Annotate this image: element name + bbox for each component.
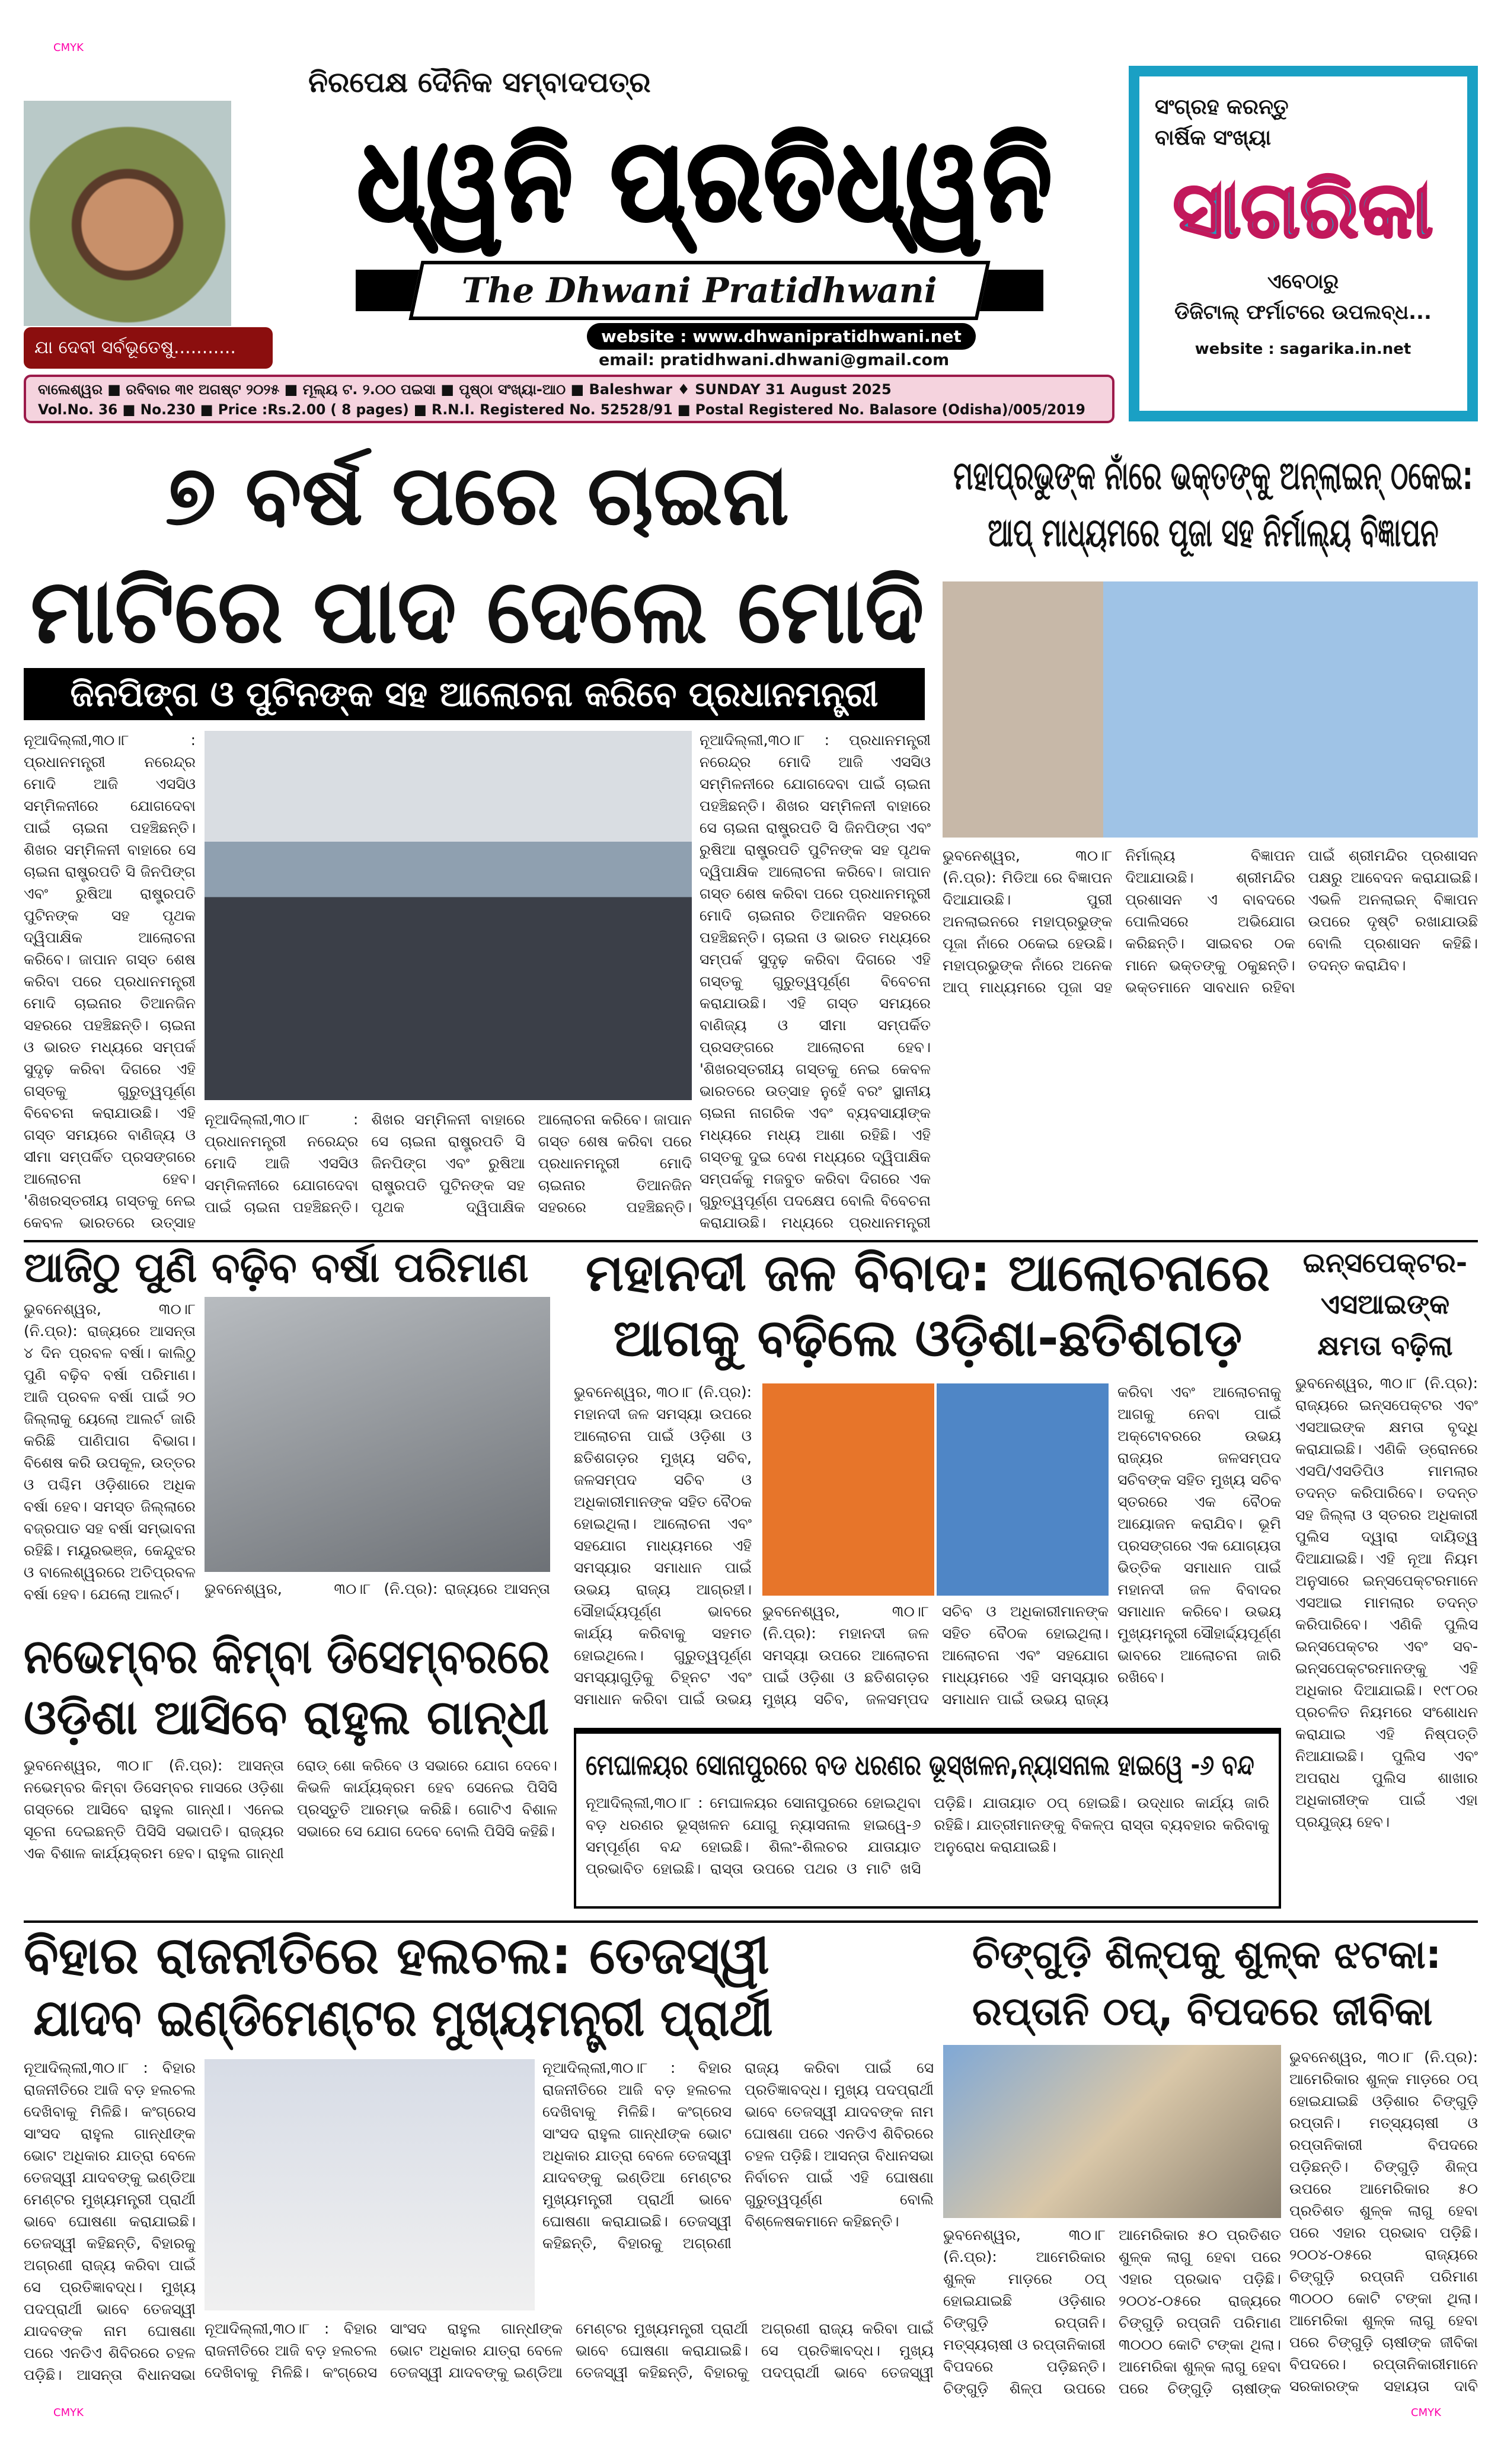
website-link[interactable]: website : www.dhwanipratidhwani.net xyxy=(587,323,976,350)
rahul-headline-2: ଓଡ଼ିଶା ଆସିବେ ରାହୁଲ ଗାନ୍ଧୀ xyxy=(24,1690,550,1745)
bihar-body-bottom: ନୂଆଦିଲ୍ଲୀ,୩୦।୮ : ବିହାର ରାଜନୀତିରେ ଆଜି ବଡ଼ ହଲଚଲ ଦେଖିବାକୁ ମିଳିଛି। କଂଗ୍ରେସ ସାଂସଦ ରାହୁଲ ଗାନ୍ଧୀଙ୍କ ଭୋଟ ଅଧିକାର ଯାତ୍ରା ବେଳେ ତେଜସ୍ୱୀ ଯାଦବଙ୍କୁ ଇଣ୍ଡିଆ ମେଣ୍ଟର ମୁଖ୍ୟମନ୍ତ୍ରୀ ପ୍ରାର୍ଥୀ ଭାବେ ଘୋଷଣା କରାଯାଇଛି। ତେଜସ୍ୱୀ କହିଛନ୍ତି, ବିହାରକୁ ଅଗ୍ରଣୀ ରାଜ୍ୟ କରିବା ପାଇଁ ସେ ପ୍ରତିଜ୍ଞାବଦ୍ଧ। ମୁଖ୍ୟ ପଦପ୍ରାର୍ଥୀ ଭାବେ ତେଜସ୍ୱୀ xyxy=(205,2320,934,2381)
inspector-body: ଭୁବନେଶ୍ୱର, ୩୦।୮ (ନି.ପ୍ର): ରାଜ୍ୟରେ ଇନ୍ସପେକ୍ଟର ଏବଂ ଏସଆଇଙ୍କ କ୍ଷମତା ବୃଦ୍ଧି କରାଯାଇଛି। ଏଣିକି ଡ୍ରୋନରେ ଏସପି/ଏସଡିପିଓ ମାମଲାର ତଦନ୍ତ କରିପାରିବେ। ତଦନ୍ତ ସହ ଜିଲ୍ଲା ଓ ସ୍ତରର ଅଧିକାରୀ ପୁଲିସ ଦ୍ୱାରା ଦାୟିତ୍ୱ ଦିଆଯାଇଛି। ଏହି ନୂଆ ନିୟମ ଅନୁସାରେ ଇନ୍ସପେକ୍ଟରମାନେ ଏସଆଇ ମାମଲାର ତଦନ୍ତ କରିପାରିବେ। ଏଣିକି ପୁଲିସ ଇନ୍ସପେକ୍ଟର ଏବଂ ସବ-ଇନ୍ସପେକ୍ଟରମାନଙ୍କୁ ଏହି ଅଧିକାର ଦିଆଯାଇଛି। ୧୯୮୦ର ପ୍ରଚଳିତ ନିୟମରେ ସଂଶୋଧନ କରାଯାଇ ଏହି ନିଷ୍ପତ୍ତି ନିଆଯାଇଛି। ପୁଲିସ ଏବଂ ଅପରାଧ ପୁଲିସ ଶାଖାର ଅଧିକାରୀଙ୍କ ପାଇଁ ଏହା ପ୍ରଯୁଜ୍ୟ ହେବ। xyxy=(1295,1375,1478,1830)
shrimp-body-right: ଭୁବନେଶ୍ୱର, ୩୦।୮ (ନି.ପ୍ର): ଆମେରିକାର ଶୁଳ୍କ ମାଡ଼ରେ ଠପ୍ ହୋଇଯାଇଛି ଓଡ଼ିଶାର ଚିଙ୍ଗୁଡ଼ି ରପ୍ତାନି। ମତ୍ସ୍ୟଚାଷୀ ଓ ରପ୍ତାନିକାରୀ ବିପଦରେ ପଡ଼ିଛନ୍ତି। ଚିଙ୍ଗୁଡ଼ି ଶିଳ୍ପ ଉପରେ ଆମେରିକାର ୫୦ ପ୍ରତିଶତ ଶୁଳ୍କ ଲାଗୁ ହେବା ପରେ ଏହାର ପ୍ରଭାବ ପଡ଼ିଛି। ୨୦୦୪-୦୫ରେ ରାଜ୍ୟରେ ଚିଙ୍ଗୁଡ଼ି ରପ୍ତାନି ପରିମାଣ ୩୦୦୦ କୋଟି ଟଙ୍କା ଥିଲା। ଆମେରିକା ଶୁଳ୍କ ଲାଗୁ ହେବା ପରେ ଚିଙ୍ଗୁଡ଼ି ଚାଷୀଙ୍କ ଜୀବିକା ବିପଦରେ। ରପ୍ତାନିକାରୀମାନେ ସରକାରଙ୍କ ସହାୟତା ଦାବି xyxy=(1289,2048,1478,2395)
ad-website[interactable]: website : sagarika.in.net xyxy=(1195,340,1411,358)
ad-line4: ଡିଜିଟାଲ୍ ଫର୍ମାଟରେ ଉପଲବ୍ଧ... xyxy=(1174,301,1432,324)
english-title: The Dhwani Pratidhwani xyxy=(462,270,937,311)
masthead-title: ଧ୍ୱନି ପ୍ରତିଧ୍ୱନି xyxy=(357,115,1053,246)
chhattisgarh-cm-photo xyxy=(937,1383,1109,1596)
shrimp-body-bottom: ଭୁବନେଶ୍ୱର, ୩୦।୮ (ନି.ପ୍ର): ଆମେରିକାର ଶୁଳ୍କ ମାଡ଼ରେ ଠପ୍ ହୋଇଯାଇଛି ଓଡ଼ିଶାର ଚିଙ୍ଗୁଡ଼ି ରପ୍ତାନି। ମତ୍ସ୍ୟଚାଷୀ ଓ ରପ୍ତାନିକାରୀ ବିପଦରେ ପଡ଼ିଛନ୍ତି। ଚିଙ୍ଗୁଡ଼ି ଶିଳ୍ପ ଉପରେ ଆମେରିକାର ୫୦ ପ୍ରତିଶତ ଶୁଳ୍କ ଲାଗୁ ହେବା ପରେ ଏହାର ପ୍ରଭାବ ପଡ଼ିଛି। ୨୦୦୪-୦୫ରେ ରାଜ୍ୟରେ ଚିଙ୍ଗୁଡ଼ି ରପ୍ତାନି ପରିମାଣ ୩୦୦୦ କୋଟି ଟଙ୍କା ଥିଲା। ଆମେରିକା ଶୁଳ୍କ ଲାଗୁ ହେବା ପରେ ଚିଙ୍ଗୁଡ଼ି ଚାଷୀଙ୍କ xyxy=(943,2226,1281,2397)
meghalaya-box xyxy=(574,1728,1281,1909)
mahanadi-body-middle: ଭୁବନେଶ୍ୱର, ୩୦।୮ (ନି.ପ୍ର): ମହାନଦୀ ଜଳ ସମସ୍ୟା ଉପରେ ଆଲୋଚନା ପାଇଁ ଓଡ଼ିଶା ଓ ଛତିଶଗଡ଼ର ମୁଖ୍ୟ ସଚିବ, ଜଳସମ୍ପଦ ସଚିବ ଓ ଅଧିକାରୀମାନଙ୍କ ସହିତ ବୈଠକ ହୋଇଥିଲା। ଆଲୋଚନା ଏବଂ ସହଯୋଗ ମାଧ୍ୟମରେ ଏହି ସମସ୍ୟାର ସମାଧାନ ପାଇଁ ଉଭୟ ରାଜ୍ୟ xyxy=(762,1603,1109,1708)
sagarika-ad xyxy=(1129,66,1478,421)
meghalaya-headline: ମେଘାଳୟର ସୋନାପୁରରେ ବଡ ଧରଣର ଭୂସ୍ଖଳନ,ନ୍ୟାସନାଲ ହାଇୱେ -୬ ବନ୍ଦ xyxy=(586,1749,1254,1782)
edition-info-bar xyxy=(24,375,1114,423)
bihar-headline-1: ବିହାର ରାଜନୀତିରେ ହଲଚଲ: ତେଜସ୍ୱୀ xyxy=(24,1926,769,1986)
mahanadi-body-right: କରିବା ଏବଂ ଆଲୋଚନାକୁ ଆଗକୁ ନେବା ପାଇଁ ଅକ୍ଟୋବରରେ ଉଭୟ ରାଜ୍ୟର ଜଳସମ୍ପଦ ସଚିବଙ୍କ ସହିତ ମୁଖ୍ୟ ସଚିବ ସ୍ତରରେ ଏକ ବୈଠକ ଆୟୋଜନ କରାଯିବ। ଭୂମି ପ୍ରସଙ୍ଗରେ ଏକ ଯୋଗ୍ୟତା ଭିତ୍ତିକ ସମାଧାନ ପାଇଁ ମହାନଦୀ ଜଳ ବିବାଦର ସମାଧାନ କରିବେ। ଉଭୟ ମୁଖ୍ୟମନ୍ତ୍ରୀ ସୌହାର୍ଦ୍ଦ୍ୟପୂର୍ଣ୍ଣ ଭାବରେ ଆଲୋଚନା ଜାରି ରଖିବେ। xyxy=(1117,1383,1281,1686)
bihar-body-right: ନୂଆଦିଲ୍ଲୀ,୩୦।୮ : ବିହାର ରାଜନୀତିରେ ଆଜି ବଡ଼ ହଲଚଲ ଦେଖିବାକୁ ମିଳିଛି। କଂଗ୍ରେସ ସାଂସଦ ରାହୁଲ ଗାନ୍ଧୀଙ୍କ ଭୋଟ ଅଧିକାର ଯାତ୍ରା ବେଳେ ତେଜସ୍ୱୀ ଯାଦବଙ୍କୁ ଇଣ୍ଡିଆ ମେଣ୍ଟର ମୁଖ୍ୟମନ୍ତ୍ରୀ ପ୍ରାର୍ଥୀ ଭାବେ ଘୋଷଣା କରାଯାଇଛି। ତେଜସ୍ୱୀ କହିଛନ୍ତି, ବିହାରକୁ ଅଗ୍ରଣୀ ରାଜ୍ୟ କରିବା ପାଇଁ ସେ ପ୍ରତିଜ୍ଞାବଦ୍ଧ। ମୁଖ୍ୟ ପଦପ୍ରାର୍ଥୀ ଭାବେ ତେଜସ୍ୱୀ ଯାଦବଙ୍କ ନାମ ଘୋଷଣା ପରେ ଏନଡିଏ ଶିବିରରେ ଚହଳ ପଡ଼ିଛି। ଆସନ୍ତା ବିଧାନସଭା ନିର୍ବାଚନ ପାଇଁ ଏହି ଘୋଷଣା ଗୁରୁତ୍ୱପୂର୍ଣ୍ଣ ବୋଲି ବିଶ୍ଳେଷକମାନେ କହିଛନ୍ତି। xyxy=(542,2059,934,2252)
email-link[interactable]: email: pratidhwani.dhwani@gmail.com xyxy=(599,351,950,369)
modi-subheadline: ଜିନପିଙ୍ଗ ଓ ପୁଟିନଙ୍କ ସହ ଆଲୋଚନା କରିବେ ପ୍ରଧାନମନ୍ତ୍ରୀ xyxy=(70,674,879,714)
ad-line3: ଏବେଠାରୁ xyxy=(1267,270,1339,293)
print-mark: CMYK xyxy=(53,2407,84,2419)
modi-body-bottom: ନୂଆଦିଲ୍ଲୀ,୩୦।୮ : ପ୍ରଧାନମନ୍ତ୍ରୀ ନରେନ୍ଦ୍ର ମୋଦି ଆଜି ଏସସିଓ ସମ୍ମିଳନୀରେ ଯୋଗଦେବା ପାଇଁ ଚାଇନା ପହଞ୍ଚିଛନ୍ତି। ଶିଖର ସମ୍ମିଳନୀ ବାହାରେ ସେ ଚାଇନା ରାଷ୍ଟ୍ରପତି ସି ଜିନପିଙ୍ଗ ଏବଂ ରୁଷିଆ ରାଷ୍ଟ୍ରପତି ପୁଟିନଙ୍କ ସହ ପୃଥକ ଦ୍ୱିପାକ୍ଷିକ ଆଲୋଚନା କରିବେ। ଜାପାନ ଗସ୍ତ ଶେଷ କରିବା ପରେ ପ୍ରଧାନମନ୍ତ୍ରୀ ମୋଦି ଚାଇନାର ତିଆନଜିନ ସହରରେ ପହଞ୍ଚିଛନ୍ତି। xyxy=(205,1111,692,1216)
modi-subheadline-bar xyxy=(24,668,925,720)
modi-china-photo xyxy=(205,731,692,1100)
rain-body: ଭୁବନେଶ୍ୱର, ୩୦।୮ (ନି.ପ୍ର): ରାଜ୍ୟରେ ଆସନ୍ତା ୪ ଦିନ ପ୍ରବଳ ବର୍ଷା। କାଲିଠୁ ପୁଣି ବଢ଼ିବ ବର୍ଷା ପରିମାଣ। ଆଜି ପ୍ରବଳ ବର୍ଷା ପାଇଁ ୨୦ ଜିଲ୍ଲାକୁ ୟେଲୋ ଆଲର୍ଟ ଜାରି କରିଛି ପାଣିପାଗ ବିଭାଗ। ବିଶେଷ କରି ଉପକୂଳ, ଉତ୍ତର ଓ ପଶ୍ଚିମ ଓଡ଼ିଶାରେ ଅଧିକ ବର୍ଷା ହେବ। ସମସ୍ତ ଜିଲ୍ଲାରେ ବଜ୍ରପାତ ସହ ବର୍ଷା ସମ୍ଭାବନା ରହିଛି। ମୟୂରଭଞ୍ଜ, କେନ୍ଦୁଝର ଓ ବାଲେଶ୍ୱରରେ ଅତିପ୍ରବଳ ବର୍ଷା ହେବ। ଯେଲୋ ଆଲର୍ଟ। xyxy=(24,1300,196,1603)
shrimp-processing-photo xyxy=(943,2045,1281,2218)
ad-line1: ସଂଗ୍ରହ କରନ୍ତୁ xyxy=(1155,95,1289,119)
modi-headline-1: ୭ ବର୍ଷ ପରେ ଚାଇନା xyxy=(165,448,790,544)
bihar-headline-2: ଯାଦବ ଇଣ୍ଡିମେଣ୍ଟର ମୁଖ୍ୟମନ୍ତ୍ରୀ ପ୍ରାର୍ଥୀ xyxy=(33,1989,773,2048)
jagannath-body: ଭୁବନେଶ୍ୱର, ୩୦।୮ (ନି.ପ୍ର): ମିଡିଆ ରେ ବିଜ୍ଞାପନ ଦିଆଯାଉଛି। ପୁରୀ ଅନଲାଇନରେ ମହାପ୍ରଭୁଙ୍କ ପୂଜା ନାଁରେ ଠକେଇ ହେଉଛି। ମହାପ୍ରଭୁଙ୍କ ନାଁରେ ଅନେକ ଆପ୍ ମାଧ୍ୟମରେ ପୂଜା ସହ ନିର୍ମାଲ୍ୟ ବିଜ୍ଞାପନ ଦିଆଯାଉଛି। ଶ୍ରୀମନ୍ଦିର ପ୍ରଶାସନ ଏ ବାବଦରେ ପୋଲିସରେ ଅଭିଯୋଗ କରିଛନ୍ତି। ସାଇବର ଠକ ମାନେ ଭକ୍ତଙ୍କୁ ଠକୁଛନ୍ତି। ଭକ୍ତମାନେ ସାବଧାନ ରହିବା ପାଇଁ ଶ୍ରୀମନ୍ଦିର ପ୍ରଶାସନ ପକ୍ଷରୁ ଆବେଦନ କରାଯାଇଛି। ଏଭଳି ଅନଲାଇନ୍ ବିଜ୍ଞାପନ ଉପରେ ଦୃଷ୍ଟି ରଖାଯାଉଛି ବୋଲି ପ୍ରଶାସନ କହିଛି। ତଦନ୍ତ କରାଯିବ। xyxy=(943,847,1478,996)
rain-headline: ଆଜିଠୁ ପୁଣି ବଢ଼ିବ ବର୍ଷା ପରିମାଣ xyxy=(24,1243,529,1292)
goddess-image xyxy=(24,101,231,326)
shrimp-headline: ଚିଙ୍ଗୁଡ଼ି ଶିଳ୍ପକୁ ଶୁଳ୍କ ଝଟକା: ରପ୍ତାନି ଠପ୍, ବିପଦରେ ଜୀବିକା xyxy=(972,1932,1442,2034)
temple-app-photo xyxy=(943,581,1478,838)
english-title-box xyxy=(408,261,990,320)
rahul-body: ଭୁବନେଶ୍ୱର, ୩୦।୮ (ନି.ପ୍ର): ଆସନ୍ତା ନଭେମ୍ବର କିମ୍ବା ଡିସେମ୍ବର ମାସରେ ଓଡ଼ିଶା ଗସ୍ତରେ ଆସିବେ ରାହୁଲ ଗାନ୍ଧୀ। ଏନେଇ ସୂଚନା ଦେଇଛନ୍ତି ପିସିସି ସଭାପତି। ରାଜ୍ୟର ଏକ ବିଶାଳ କାର୍ଯ୍ୟକ୍ରମ ହେବ। ରାହୁଲ ଗାନ୍ଧୀ ରୋଡ୍ ଶୋ କରିବେ ଓ ସଭାରେ ଯୋଗ ଦେବେ। କିଭଳି କାର୍ଯ୍ୟକ୍ରମ ହେବ ସେନେଇ ପିସିସି ପ୍ରସ୍ତୁତି ଆରମ୍ଭ କରିଛି। ଗୋଟିଏ ବିଶାଳ ସଭାରେ ସେ ଯୋଗ ଦେବେ ବୋଲି ପିସିସି କହିଛି। xyxy=(24,1757,557,1862)
rahul-headline-1: ନଭେମ୍ବର କିମ୍ବା ଡିସେମ୍ବରରେ xyxy=(24,1629,550,1684)
ad-line2: ବାର୍ଷିକ ସଂଖ୍ୟା xyxy=(1155,126,1272,150)
print-mark: CMYK xyxy=(53,41,84,54)
modi-body-left: ନୂଆଦିଲ୍ଲୀ,୩୦।୮ : ପ୍ରଧାନମନ୍ତ୍ରୀ ନରେନ୍ଦ୍ର ମୋଦି ଆଜି ଏସସିଓ ସମ୍ମିଳନୀରେ ଯୋଗଦେବା ପାଇଁ ଚାଇନା ପହଞ୍ଚିଛନ୍ତି। ଶିଖର ସମ୍ମିଳନୀ ବାହାରେ ସେ ଚାଇନା ରାଷ୍ଟ୍ରପତି ସି ଜିନପିଙ୍ଗ ଏବଂ ରୁଷିଆ ରାଷ୍ଟ୍ରପତି ପୁଟିନଙ୍କ ସହ ପୃଥକ ଦ୍ୱିପାକ୍ଷିକ ଆଲୋଚନା କରିବେ। ଜାପାନ ଗସ୍ତ ଶେଷ କରିବା ପରେ ପ୍ରଧାନମନ୍ତ୍ରୀ ମୋଦି ଚାଇନାର ତିଆନଜିନ ସହରରେ ପହଞ୍ଚିଛନ୍ତି। ଚାଇନା ଓ ଭାରତ ମଧ୍ୟରେ ସମ୍ପର୍କ ସୁଦୃଢ଼ କରିବା ଦିଗରେ ଏହି ଗସ୍ତକୁ ଗୁରୁତ୍ୱପୂର୍ଣ୍ଣ ବିବେଚନା କରାଯାଉଛି। ଏହି ଗସ୍ତ ସମୟରେ ବାଣିଜ୍ୟ ଓ ସୀମା ସମ୍ପର୍କିତ ପ୍ରସଙ୍ଗରେ ଆଲୋଚନା ହେବ। 'ଶିଖରସ୍ତରୀୟ ଗସ୍ତକୁ ନେଇ କେବଳ ଭାରତରେ ଉତ୍ସାହ xyxy=(24,731,196,1231)
sagarika-logo: ସାଗରିକା xyxy=(1173,165,1433,255)
rain-body-bottom: ଭୁବନେଶ୍ୱର, ୩୦।୮ (ନି.ପ୍ର): ରାଜ୍ୟରେ ଆସନ୍ତା xyxy=(205,1580,550,1597)
tejaswi-photo xyxy=(205,2059,535,2310)
jagannath-headline: ମହାପ୍ରଭୁଙ୍କ ନାଁରେ ଭକ୍ତଙ୍କୁ ଅନ୍‌ଲାଇନ୍ ଠକେଇ: ଆପ୍ ମାଧ୍ୟମରେ ପୂଜା ସହ ନିର୍ମାଲ୍ୟ ବିଜ୍ଞାପନ xyxy=(953,453,1473,555)
mahanadi-headline-1: ମହାନଦୀ ଜଳ ବିବାଦ: ଆଲୋଚନାରେ xyxy=(585,1244,1270,1303)
rain-photo xyxy=(205,1297,550,1572)
masthead-tagline: ନିରପେକ୍ଷ ଦୈନିକ ସମ୍ବାଦପତ୍ର xyxy=(308,66,651,99)
goddess-caption: ଯା ଦେବୀ ସର୍ବଭୂତେଷୁ........... xyxy=(34,337,236,358)
goddess-caption-box xyxy=(24,327,273,369)
mahanadi-headline-2: ଆଗକୁ ବଢ଼ିଲେ ଓଡ଼ିଶା-ଛତିଶଗଡ଼ xyxy=(613,1309,1243,1368)
meghalaya-body: ନୂଆଦିଲ୍ଲୀ,୩୦।୮ : ମେଘାଳୟର ସୋନାପୁରରେ ହୋଇଥିବା ବଡ଼ ଧରଣର ଭୂସ୍ଖଳନ ଯୋଗୁ ନ୍ୟାସନାଲ ହାଇୱେ-୬ ସମ୍ପୂର୍ଣ୍ଣ ବନ୍ଦ ହୋଇଛି। ଶିଲଂ-ଶିଲଚର ଯାତାୟାତ ପ୍ରଭାବିତ ହୋଇଛି। ରାସ୍ତା ଉପରେ ପଥର ଓ ମାଟି ଖସି ପଡ଼ିଛି। ଯାତାୟାତ ଠପ୍ ହୋଇଛି। ଉଦ୍ଧାର କାର୍ଯ୍ୟ ଜାରି ରହିଛି। ଯାତ୍ରୀମାନଙ୍କୁ ବିକଳ୍ପ ରାସ୍ତା ବ୍ୟବହାର କରିବାକୁ ଅନୁରୋଧ କରାଯାଇଛି। xyxy=(586,1794,1269,1877)
odisha-cm-photo xyxy=(762,1383,934,1596)
mahanadi-body-left: ଭୁବନେଶ୍ୱର, ୩୦।୮ (ନି.ପ୍ର): ମହାନଦୀ ଜଳ ସମସ୍ୟା ଉପରେ ଆଲୋଚନା ପାଇଁ ଓଡ଼ିଶା ଓ ଛତିଶଗଡ଼ର ମୁଖ୍ୟ ସଚିବ, ଜଳସମ୍ପଦ ସଚିବ ଓ ଅଧିକାରୀମାନଙ୍କ ସହିତ ବୈଠକ ହୋଇଥିଲା। ଆଲୋଚନା ଏବଂ ସହଯୋଗ ମାଧ୍ୟମରେ ଏହି ସମସ୍ୟାର ସମାଧାନ ପାଇଁ ଉଭୟ ରାଜ୍ୟ ଆଗ୍ରହୀ। ସୌହାର୍ଦ୍ଦ୍ୟପୂର୍ଣ୍ଣ ଭାବରେ କାର୍ଯ୍ୟ କରିବାକୁ ସହମତ ହୋଇଥିଲେ। ଗୁରୁତ୍ୱପୂର୍ଣ୍ଣ ସମସ୍ୟାଗୁଡ଼ିକୁ ଚିହ୍ନଟ ଏବଂ ସମାଧାନ କରିବା ପାଇଁ ଉଭୟ xyxy=(574,1383,752,1708)
divider xyxy=(24,1920,1478,1923)
edition-info-line1: ବାଲେଶ୍ୱର ■ ରବିବାର ୩୧ ଅଗଷ୍ଟ ୨୦୨୫ ■ ମୂଲ୍ୟ ଟ. ୨.୦୦ ପଇସା ■ ପୃଷ୍ଠା ସଂଖ୍ୟା-ଆଠ ■ Baleshwar ♦ SUNDAY 31 August 2025 xyxy=(38,381,892,398)
modi-headline-2: ମାଟିରେ ପାଦ ଦେଲେ ମୋଦି xyxy=(30,560,924,663)
print-mark: CMYK xyxy=(1411,2407,1441,2419)
modi-body-right: ନୂଆଦିଲ୍ଲୀ,୩୦।୮ : ପ୍ରଧାନମନ୍ତ୍ରୀ ନରେନ୍ଦ୍ର ମୋଦି ଆଜି ଏସସିଓ ସମ୍ମିଳନୀରେ ଯୋଗଦେବା ପାଇଁ ଚାଇନା ପହଞ୍ଚିଛନ୍ତି। ଶିଖର ସମ୍ମିଳନୀ ବାହାରେ ସେ ଚାଇନା ରାଷ୍ଟ୍ରପତି ସି ଜିନପିଙ୍ଗ ଏବଂ ରୁଷିଆ ରାଷ୍ଟ୍ରପତି ପୁଟିନଙ୍କ ସହ ପୃଥକ ଦ୍ୱିପାକ୍ଷିକ ଆଲୋଚନା କରିବେ। ଜାପାନ ଗସ୍ତ ଶେଷ କରିବା ପରେ ପ୍ରଧାନମନ୍ତ୍ରୀ ମୋଦି ଚାଇନାର ତିଆନଜିନ ସହରରେ ପହଞ୍ଚିଛନ୍ତି। ଚାଇନା ଓ ଭାରତ ମଧ୍ୟରେ ସମ୍ପର୍କ ସୁଦୃଢ଼ କରିବା ଦିଗରେ ଏହି ଗସ୍ତକୁ ଗୁରୁତ୍ୱପୂର୍ଣ୍ଣ ବିବେଚନା କରାଯାଉଛି। ଏହି ଗସ୍ତ ସମୟରେ ବାଣିଜ୍ୟ ଓ ସୀମା ସମ୍ପର୍କିତ ପ୍ରସଙ୍ଗରେ ଆଲୋଚନା ହେବ। 'ଶିଖରସ୍ତରୀୟ ଗସ୍ତକୁ ନେଇ କେବଳ ଭାରତରେ ଉତ୍ସାହ ନୁହେଁ ବରଂ ସ୍ଥାନୀୟ ଚାଇନା ନାଗରିକ ଏବଂ ବ୍ୟବସାୟୀଙ୍କ ମଧ୍ୟରେ ମଧ୍ୟ ଆଶା ରହିଛି। ଏହି ଗସ୍ତକୁ ଦୁଇ ଦେଶ ମଧ୍ୟରେ ଦ୍ୱିପାକ୍ଷିକ ସମ୍ପର୍କକୁ ମଜବୁତ କରିବା ଦିଗରେ ଏକ ଗୁରୁତ୍ୱପୂର୍ଣ୍ଣ ପଦକ୍ଷେପ ବୋଲି ବିବେଚନା କରାଯାଉଛି। ମଧ୍ୟରେ ପ୍ରଧାନମନ୍ତ୍ରୀ xyxy=(700,731,931,1231)
edition-info-line2: Vol.No. 36 ■ No.230 ■ Price :Rs.2.00 ( 8 pages) ■ R.N.I. Registered No. 52528/91 ■ Postal Registered No. Balasore (Odisha)/005/2019 xyxy=(38,401,1085,418)
bihar-body-left: ନୂଆଦିଲ୍ଲୀ,୩୦।୮ : ବିହାର ରାଜନୀତିରେ ଆଜି ବଡ଼ ହଲଚଲ ଦେଖିବାକୁ ମିଳିଛି। କଂଗ୍ରେସ ସାଂସଦ ରାହୁଲ ଗାନ୍ଧୀଙ୍କ ଭୋଟ ଅଧିକାର ଯାତ୍ରା ବେଳେ ତେଜସ୍ୱୀ ଯାଦବଙ୍କୁ ଇଣ୍ଡିଆ ମେଣ୍ଟର ମୁଖ୍ୟମନ୍ତ୍ରୀ ପ୍ରାର୍ଥୀ ଭାବେ ଘୋଷଣା କରାଯାଇଛି। ତେଜସ୍ୱୀ କହିଛନ୍ତି, ବିହାରକୁ ଅଗ୍ରଣୀ ରାଜ୍ୟ କରିବା ପାଇଁ ସେ ପ୍ରତିଜ୍ଞାବଦ୍ଧ। ମୁଖ୍ୟ ପଦପ୍ରାର୍ଥୀ ଭାବେ ତେଜସ୍ୱୀ ଯାଦବଙ୍କ ନାମ ଘୋଷଣା ପରେ ଏନଡିଏ ଶିବିରରେ ଚହଳ ପଡ଼ିଛି। ଆସନ୍ତା ବିଧାନସଭା xyxy=(24,2059,196,2383)
inspector-headline: ଇନ୍ସପେକ୍ଟର-ଏସଆଇଙ୍କ କ୍ଷମତା ବଢ଼ିଲା xyxy=(1302,1247,1468,1362)
